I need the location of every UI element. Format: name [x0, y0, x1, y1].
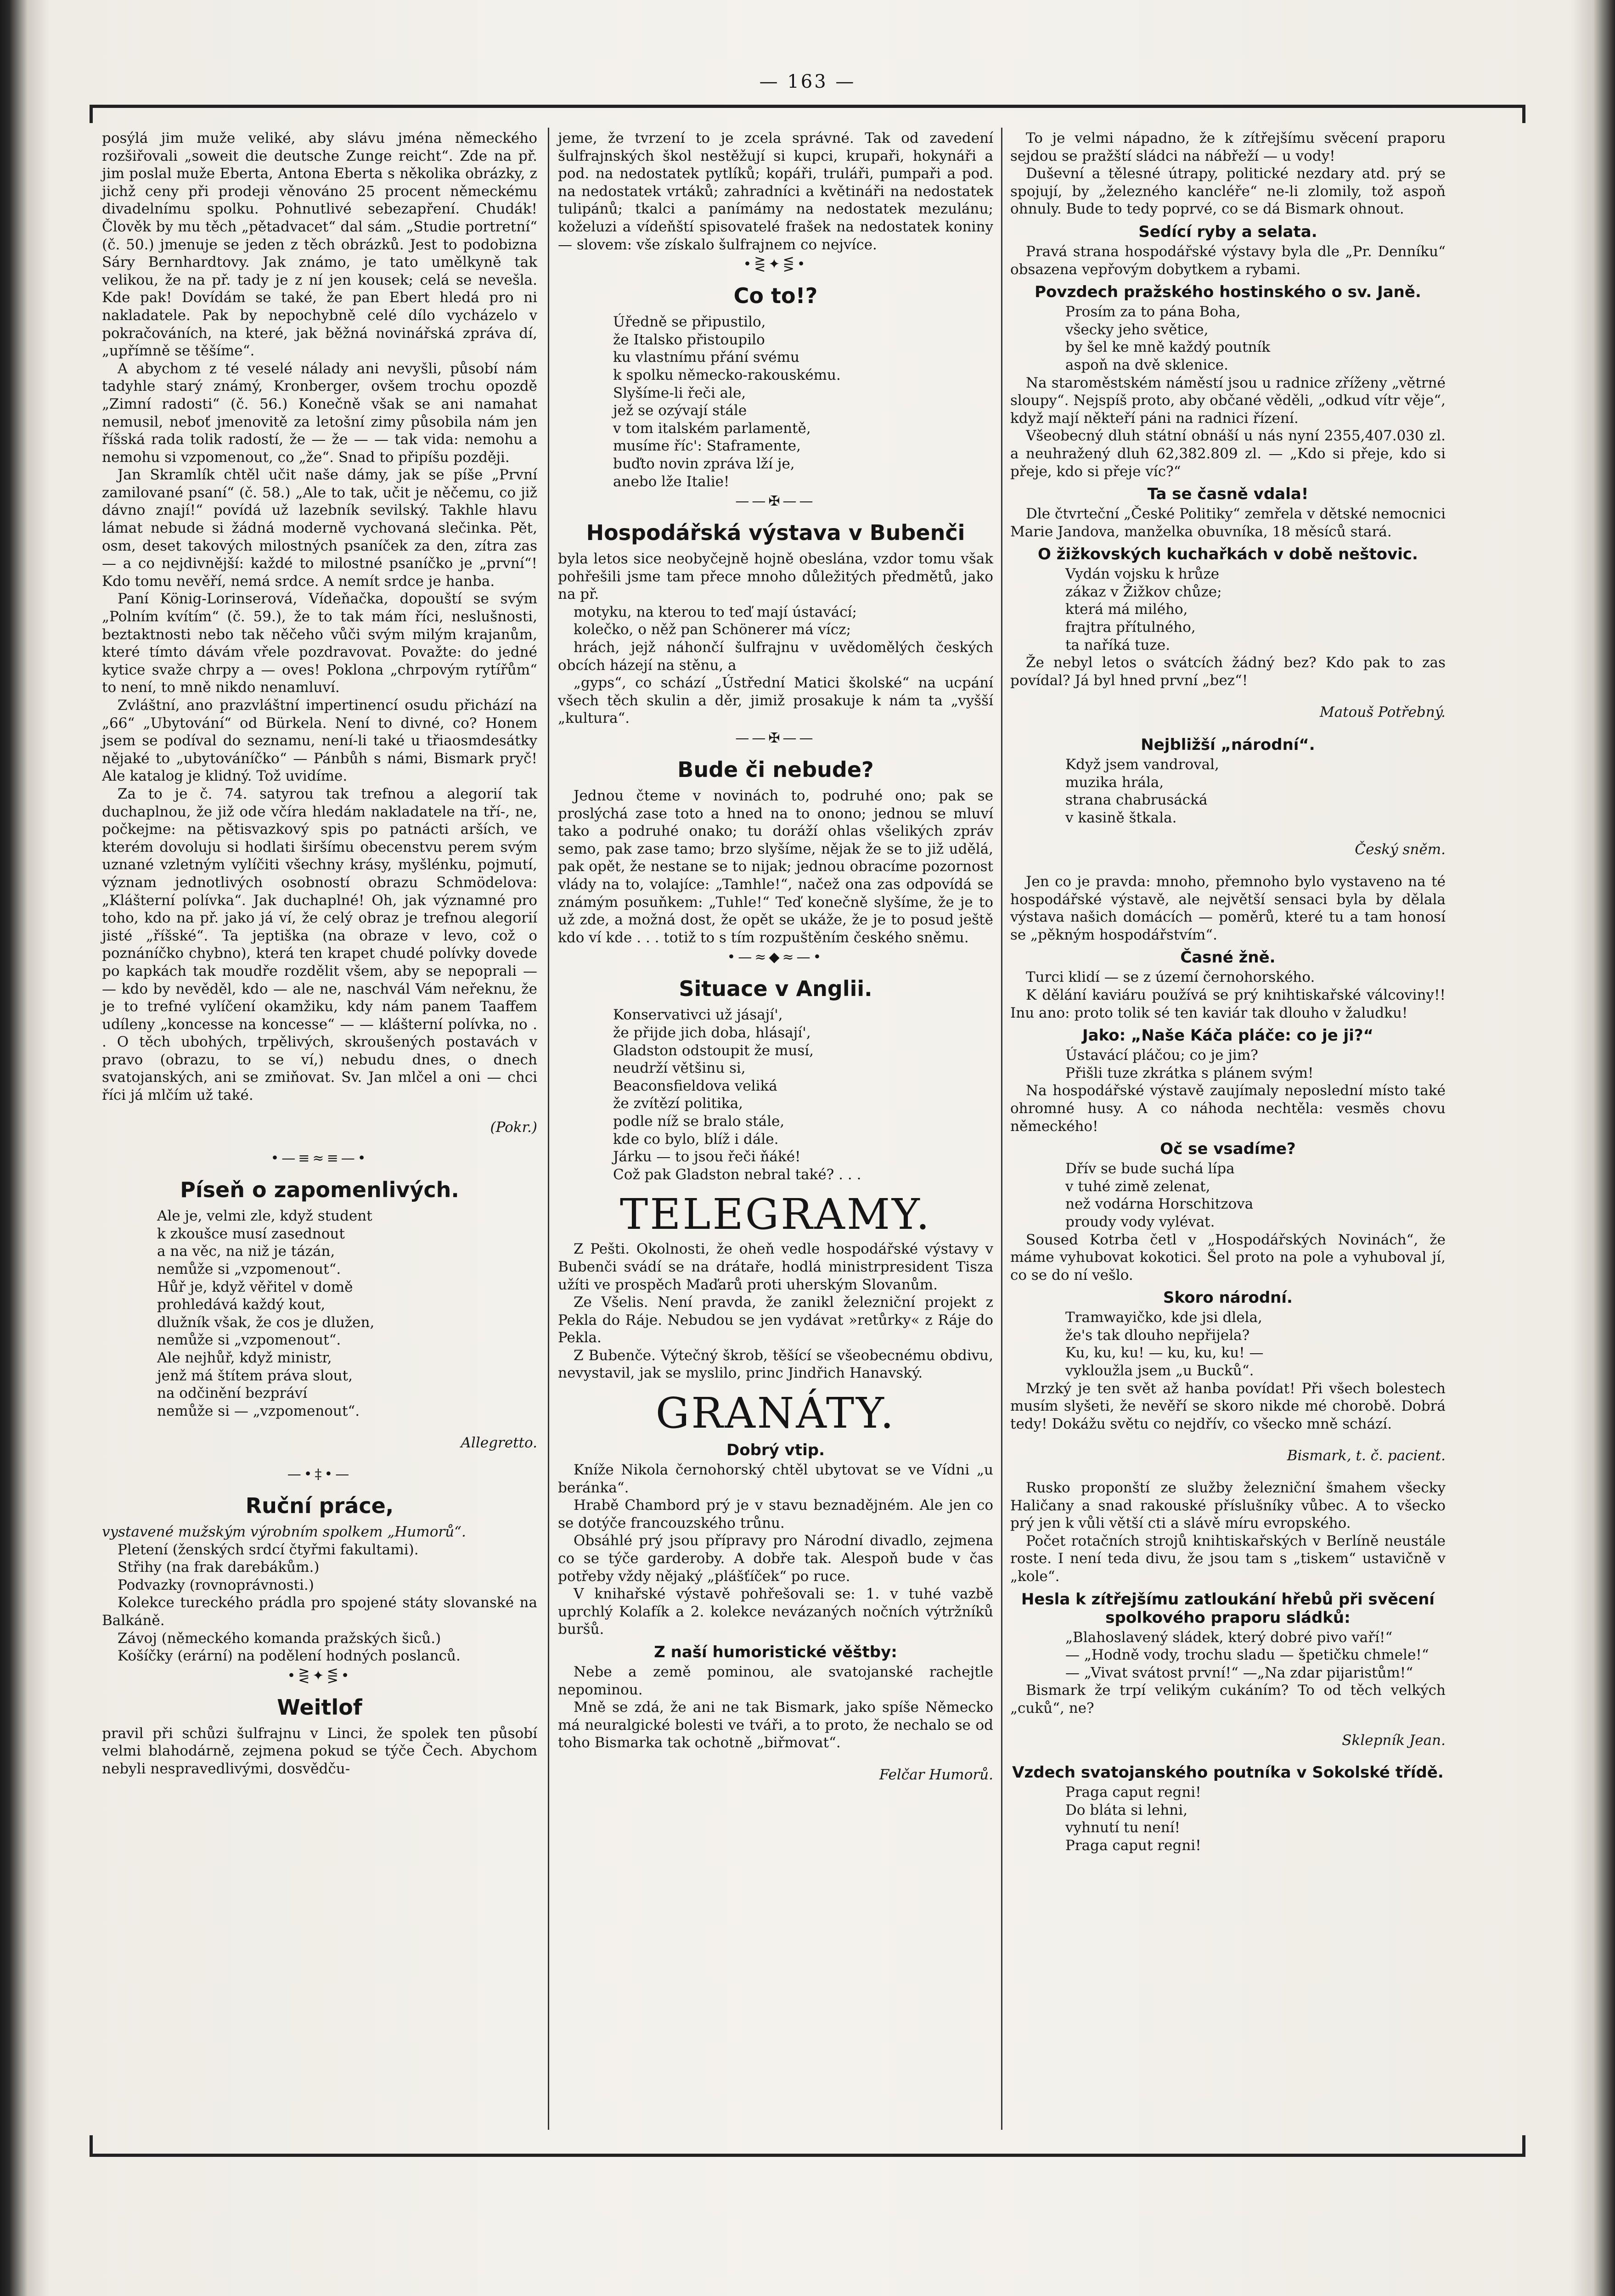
ornament-divider: •—≡≈≡—• — [270, 1150, 369, 1167]
verse-line: „Blahoslavený sládek, který dobré pivo vaří!“ — [1065, 1629, 1393, 1646]
headline: Co to!? — [733, 283, 818, 309]
article-text: Kníže Nikola černohorský chtěl ubytovat se ve Vídni „u beránka“. — [558, 1462, 993, 1496]
article-text: Rusko proponští ze služby železniční šmahem všecky Haličany a snad rakouské příslušníky vůbec. A to všecko prý jen k vůli větší cti a slávě míru evropského. — [1010, 1480, 1446, 1532]
poem — [1010, 1309, 1446, 1379]
verse-line: že zvítězí politika, — [613, 1095, 743, 1112]
list-item: Závoj (německého komanda pražských šiců.) — [118, 1630, 441, 1647]
article-text: Že nebyl letos o svátcích žádný bez? Kdo pak to zas povídal? Já byl hned první „bez“! — [1010, 654, 1446, 689]
frame-bottom-border — [90, 2154, 1525, 2157]
article-text: V knihařské výstavě pohřešovali se: 1. v tuhé vazbě uprchlý Kolafík a 2. kolekce nevázaných nočních výtržníků buršů. — [558, 1586, 993, 1638]
verse-line: vykloužla jsem „u Bucků“. — [1065, 1362, 1254, 1379]
signature: Felčar Humorů. — [879, 1766, 993, 1783]
verse-line: by šel ke mně každý poutník — [1065, 339, 1271, 356]
verse-line: anebo lže Italie! — [613, 473, 730, 490]
telegram: Z Bubenče. Výtečný škrob, těšící se všeobecnému obdivu, nevystavil, jak se myslilo, princ Jindřich Hanavský. — [558, 1347, 993, 1382]
subheadline: Sedící ryby a selata. — [1138, 222, 1317, 241]
subheadline: Hesla k zítřejšímu zatloukání hřebů při svěcení spolkového praporu sládků: — [1021, 1590, 1435, 1627]
verse-line: Vydán vojsku k hrůze — [1065, 566, 1220, 583]
article-text: Obsáhlé prý jsou přípravy pro Národní divadlo, zejmena co se týče garderoby. A dobře tak. Alespoň bude v čas potřeby vždy nějaký „plášťíček“ po ruce. — [558, 1532, 993, 1585]
subheadline: Povzdech pražského hostinského o sv. Janě. — [1035, 283, 1421, 302]
verse-line: Ku, ku, ku! — ku, ku, ku! — — [1065, 1345, 1264, 1362]
headline: Situace v Anglii. — [679, 976, 872, 1002]
signature: Bismark, t. č. pacient. — [1287, 1447, 1446, 1464]
frame-top-border — [90, 105, 1525, 108]
ornament-divider: ——✠—— — [735, 493, 816, 510]
list-item: „gyps“, co schází „Ústřední Matici školské“ na ucpání všech těch skulin a děr, jimiž prosakuje k nám ta „vyšší „kultura“. — [558, 675, 993, 727]
verse-line: Konservativci už jásají', — [613, 1007, 783, 1024]
telegram: Ze Všelis. Není pravda, že zanikl železniční projekt z Pekla do Ráje. Nebudou se jen vydávat »retůrky« z Ráje do Pekla. — [558, 1294, 993, 1346]
article-text: Paní König-Lorinserová, Vídeňačka, dopouští se svým „Polním kvítím“ (č. 59.), že to tak mám říci, neslušnosti, beztaktnosti nebo tak něčeho vůči svým milým krajanům, které tímto dávám vřele pozdravovat. Považte: do jedné kytice svaže chrpy a — oves! Poklona „chrpovým rytířům“ to není, to mně nikdo nenamluví. — [102, 591, 537, 696]
subheadline: vystavené mužským výrobním spolkem „Humorů“. — [102, 1523, 466, 1540]
verse-line: v tuhé zimě zelenat, — [1065, 1178, 1210, 1195]
verse-line: — „Vivat svátost první!“ —„Na zdar pijaristům!“ — [1065, 1664, 1413, 1681]
list-item: Košíčky (erární) na podělení hodných poslanců. — [118, 1648, 461, 1665]
verse-line: Járku — to jsou řeči ňáké! — [613, 1148, 801, 1165]
list — [102, 1541, 537, 1665]
column-divider-2 — [1001, 128, 1002, 2130]
column-1 — [102, 129, 537, 1778]
section-title: TELEGRAMY. — [619, 1190, 932, 1239]
verse-line: zákaz v Žižkov chůze; — [1065, 583, 1222, 600]
verse-line: musíme říc': Staframente, — [613, 438, 801, 455]
verse-line: prohledává každý kout, — [157, 1296, 326, 1313]
article-text: Na staroměstském náměstí jsou u radnice zříženy „větrné sloupy“. Nejspíš proto, aby občané věděli, „odkud vítr věje“, když mají někteří páni na radnici řízení. — [1010, 374, 1446, 427]
poem — [1010, 1160, 1446, 1231]
verse-line: která má milého, — [1065, 601, 1188, 618]
verse-line: Hůř je, když věřitel v domě — [157, 1278, 353, 1295]
article-text: Jen co je pravda: mnoho, přemnoho bylo vystaveno na té hospodářské výstavě, ale největší sensaci byla by dělala výstava našich domácích — poměrů, které tu a tam honosí se „pěkným hospodářstvím“. — [1010, 873, 1446, 943]
article-text: jeme, že tvrzení to je zcela správné. Tak od zavedení šulfrajnských škol nestěžují si kupci, krupaři, hokynáři a pod. na nedostatek pytlíků; kopáři, truláři, pumpaři a pod. na nedostatek vrtáků; zahradníci a květináři na nedostatek tulipánů; tkalci a panímámy na nedostatek mezulánu; koželuzi a vídeňští spisovatelé frašek na nedostatek koniny — slovem: vše získalo šulfrajnem co nejvíce. — [558, 130, 993, 253]
signature: Sklepník Jean. — [1342, 1732, 1446, 1749]
verse-line: Do bláta si lehni, — [1065, 1801, 1188, 1818]
article-text: Na hospodářské výstavě zaujímaly neposlední místo také ohromné husy. A co náhoda nechtěla: vesměs chovu německého! — [1010, 1082, 1446, 1135]
verse-line: Což pak Gladston nebral také? . . . — [613, 1166, 861, 1183]
article-text: Bismark že trpí velikým cukáním? To od těch velkých „cuků“, ne? — [1010, 1682, 1446, 1716]
article-text: byla letos sice neobyčejně hojně obeslána, vzdor tomu však pohřešili jsme tam přece mnoho důležitých předmětů, jako na př. — [558, 551, 993, 603]
verse-line: Ale nejhůř, když ministr, — [157, 1350, 332, 1366]
article-text: A abychom z té veselé nálady ani nevyšli, působí nám tadyhle starý známý, Kronberger, ovšem trochu opozdě „Zimní radosti“ (č. 56.) Konečně však se ani namahat nemusil, neboť jmenovitě za letošní zimy působila nám jen říšská rada tolik radostí, že — že — — tak vida: nemohu a nemohu si vzpomenout, co „že“. Snad to připíšu později. — [102, 360, 537, 466]
list-item: Podvazky (rovnoprávnosti.) — [118, 1576, 314, 1593]
headline: Hospodářská výstava v Bubenči — [586, 520, 965, 546]
article-text: Dle čtvrteční „České Politiky“ zemřela v dětské nemocnici Marie Jandova, manželka obuvníka, 18 měsíců stará. — [1010, 506, 1446, 540]
signature: (Pokr.) — [490, 1119, 537, 1136]
verse-line: nemůže si „vzpomenout“. — [157, 1332, 341, 1349]
list-item: Střihy (na frak darebákům.) — [118, 1559, 320, 1576]
verse-line: než vodárna Horschitzova — [1065, 1196, 1254, 1213]
signature: Matouš Potřebný. — [1319, 704, 1446, 721]
article-text: Jednou čteme v novinách to, podruhé ono; pak se proslýchá zase toto a hned na to onono; jednou se mluví tako a podruhé onako; tu doráží ohlas všelikých zpráv semo, pak zase tamo; brzo slyšíme, nějak že se to již udělá, pak opět, že nestane se to nijak; jednou obracíme pozornost vlády na to, volajíce: „Tamhle!“, načež ona zas odpovídá se známým posuňkem: „Tuhle!“ Teď konečně slyšíme, že je to už zde, a možná dost, že opět se ukáže, že je to posud ještě kdo ví kde . . . totiž to s tím rozpuštěním českého sněmu. — [558, 788, 993, 946]
subheadline: Ta se časně vdala! — [1147, 485, 1309, 504]
poem — [558, 313, 993, 490]
poem — [1010, 1784, 1446, 1854]
list-item: kolečko, o něž pan Schönerer má vícz; — [574, 621, 851, 638]
article-text: Mrzký je ten svět až hanba povídat! Při všech bolestech musím slyšeti, že nevěří se skoro nikde mé chorobě. Dobrá tedy! Dokážu světu co nejdřív, co všecko mně schází. — [1010, 1380, 1446, 1432]
column-divider-1 — [548, 128, 549, 2130]
verse-line: muzika hrála, — [1065, 774, 1164, 791]
verse-line: Ale je, velmi zle, když student — [157, 1208, 372, 1225]
verse-line: jenž má štítem práva slout, — [157, 1367, 353, 1384]
verse-line: Beaconsfieldova veliká — [613, 1077, 777, 1094]
section-title: GRANÁTY. — [655, 1389, 896, 1438]
subheadline: Oč se vsadíme? — [1160, 1140, 1296, 1159]
ornament-divider: —•‡•— — [287, 1466, 352, 1482]
verse-line: v tom italském parlamentě, — [613, 420, 811, 437]
ornament-divider: •⋛✦⋚• — [287, 1667, 352, 1684]
poem — [1010, 565, 1446, 654]
poem — [1010, 1629, 1446, 1682]
article-text: Duševní a tělesné útrapy, politické nezdary atd. prý se spojují, by „železného kancléře“ ne-li zlomily, tož aspoň ohnuly. Bude to tedy poprvé, co se dá Bismark ohnout. — [1010, 165, 1446, 218]
article-text: posýlá jim muže veliké, aby slávu jména německého rozšiřovali „soweit die deutsche Zunge reicht“. Zde na př. jim poslal muže Eberta, Antona Eberta s několika obrázky, z jichž ceny při prodeji věnováno 25 procent německému divadelnímu spolku. Pohnutlivé sebezapření. Chudák! Člověk by mu těch „pětadvacet“ dal sám. „Studie portretní“ (č. 50.) jmenuje se jeden z těch obrázků. Jest to podobizna Sáry Bernhardtovy. Jak známo, je tato umělkyně tak velikou, že na př. tady je z ní jen kousek; celá se nevešla. Kde pak! Dovídám se také, že pan Ebert hledá pro ni nakladatele. Pak by nepochybně celé dílo vycházelo v pokračováních, na které, jak běžná novinářská zpráva dí, „upřímně se těšíme“. — [102, 130, 537, 360]
list-item: Kolekce tureckého prádla pro spojené státy slovanské na Balkáně. — [102, 1594, 537, 1629]
verse-line: Slyšíme-li řeči ale, — [613, 384, 746, 401]
subheadline: Dobrý vtip. — [726, 1441, 825, 1460]
article-text: Pravá strana hospodářské výstavy byla dle „Pr. Denníku“ obsazena vepřovým dobytkem a rybami. — [1010, 243, 1446, 278]
poem — [1010, 756, 1446, 827]
verse-line: a na věc, na niž je tázán, — [157, 1243, 335, 1260]
verse-line: na odčinění bezpráví — [157, 1385, 308, 1402]
ornament-divider: ——✠—— — [735, 730, 816, 747]
verse-line: jež se ozývají stále — [613, 402, 747, 419]
headline: Ruční práce, — [245, 1493, 394, 1518]
verse-line: nemůže si „vzpomenout“. — [157, 1261, 341, 1278]
headline: Weitlof — [277, 1694, 362, 1720]
subheadline: O žižkovských kuchařkách v době neštovic. — [1038, 545, 1418, 564]
verse-line: aspoň na dvě sklenice. — [1065, 356, 1228, 373]
signature: Allegretto. — [461, 1435, 537, 1452]
verse-line: kde co bylo, blíž i dále. — [613, 1131, 779, 1148]
verse-line: nemůže si — „vzpomenout“. — [157, 1402, 360, 1419]
article-text: Počet rotačních strojů knihtiskařských v Berlíně neustále roste. I není teda divu, že jsou tam s „tiskem“ ustavičně v „kole“. — [1010, 1532, 1446, 1585]
article-text: Všeobecný dluh státní obnáší u nás nyní 2355,407.030 zl. a neuhražený dluh 62,382.809 zl. — „Kdo si přeje, kdo si přeje, kdo si přeje víc?“ — [1010, 428, 1446, 480]
column-2 — [558, 129, 993, 1798]
list-item: Pletení (ženských srdcí čtyřmi fakultami). — [118, 1541, 419, 1558]
verse-line: frajtra přítulného, — [1065, 619, 1196, 636]
verse-line: podle níž se bralo stále, — [613, 1113, 785, 1130]
subheadline: Nejbližší „národní“. — [1141, 736, 1315, 754]
article-text: Turci klidí — se z území černohorského. — [1026, 969, 1315, 986]
subheadline: Vzdech svatojanského poutníka v Sokolské třídě. — [1012, 1763, 1444, 1782]
verse-line: Úředně se připustilo, — [613, 314, 766, 331]
verse-line: vyhnutí tu není! — [1065, 1819, 1181, 1836]
article-text: Nebe a země pominou, ale svatojanské rachejtle nepominou. — [558, 1664, 993, 1698]
poem — [1010, 303, 1446, 374]
subheadline: Časné žně. — [1180, 948, 1276, 967]
verse-line: neudrží většinu si, — [613, 1060, 746, 1077]
signature: Český sněm. — [1355, 841, 1446, 858]
column-3 — [1010, 129, 1446, 1855]
ornament-divider: •—≈◆≈—• — [727, 949, 824, 966]
subheadline: Jako: „Naše Káča pláče: co je ji?“ — [1082, 1026, 1374, 1045]
verse-line: v kasině štkala. — [1065, 809, 1177, 826]
verse-line: Přišli tuze zkrátka s plánem svým! — [1065, 1064, 1314, 1081]
verse-line: že Italsko přistoupilo — [613, 331, 765, 348]
verse-line: ku vlastnímu přání svému — [613, 349, 799, 366]
verse-line: proudy vody vylévat. — [1065, 1213, 1215, 1230]
subheadline: Z naší humoristické věštby: — [654, 1643, 897, 1661]
list-item: motyku, na kterou to teď mají ústavácí; — [574, 603, 857, 620]
telegram: Z Pešti. Okolnosti, že oheň vedle hospodářské výstavy v Bubenči svádí se na drátaře, hodlá ministrpresident Tisza užíti ve prospěch Maďarů proti uherským Slovanům. — [558, 1241, 993, 1293]
poem — [1010, 1047, 1446, 1082]
article-text: K dělání kaviáru používá se prý knihtiskařské válcoviny!! Inu ano: proto tolik sé ten kaviár tak dlouho v žaludku! — [1010, 986, 1446, 1021]
verse-line: Ústavácí pláčou; co je jim? — [1065, 1047, 1258, 1064]
verse-line: Praga caput regni! — [1065, 1784, 1201, 1801]
verse-line: Tramwayičko, kde jsi dlela, — [1065, 1309, 1262, 1326]
headline: Bude či nebude? — [677, 757, 874, 782]
article-text: Jan Skramlík chtěl učit naše dámy, jak se píše „První zamilované psaní“ (č. 58.) „Ale to tak, učit je něčemu, co již dávno znají!“ povídá už lazebník sevilský. Takhle hlavu lámat nebude si žádná moderně vychovaná slečinka. Pět, osm, deset takových milostných psaníček za den, zítra zas — a co nejdivnější: každé to milostné psaníčko je „první“! Kdo tomu nevěří, nemá srdce. A nemít srdce je hanba. — [102, 467, 537, 590]
list — [558, 603, 993, 727]
subheadline: Skoro národní. — [1163, 1289, 1293, 1307]
verse-line: k zkoušce musí zasednout — [157, 1225, 345, 1242]
verse-line: že's tak dlouho nepřijela? — [1065, 1327, 1250, 1344]
verse-line: k spolku německo-rakouskému. — [613, 366, 841, 383]
article-text: pravil při schůzi šulfrajnu v Linci, že spolek ten působí velmi blahodárně, zejmena pokud se týče Čech. Abychom nebyli nespravedlivými, dosvědču- — [102, 1725, 537, 1777]
article-text: Mně se zdá, že ani ne tak Bismark, jako spíše Německo má neuralgické bolesti ve tváři, a to proto, že nechalo se od toho Bismarka tak ochotně „biřmovat“. — [558, 1699, 993, 1751]
poem — [558, 1006, 993, 1183]
article-text: Zvláštní, ano prazvláštní impertinencí osudu přichází na „66“ „Ubytování“ od Bürkela. Není to divné, co? Honem jsem se podíval do seznamu, není-li také u třiaosmdesátky nějaké to „ubytováníčko“ — Pánbůh s námi, Bismark pryč! Ale katalog je klidný. Tož uvidíme. — [102, 697, 537, 785]
article-text: Soused Kotrba četl v „Hospodářských Novinách“, že máme vyhubovat kokotici. Šel proto na pole a vyhuboval jí, co se do ní vešlo. — [1010, 1231, 1446, 1283]
verse-line: Praga caput regni! — [1065, 1837, 1201, 1854]
verse-line: že přijde jich doba, hlásají', — [613, 1024, 811, 1041]
verse-line: všecky jeho světice, — [1065, 321, 1209, 338]
article-text: To je velmi nápadno, že k zítřejšímu svěcení praporu sejdou se pražští sládci na nábřeží — u vody! — [1010, 130, 1446, 164]
verse-line: strana chabrusácká — [1065, 792, 1208, 809]
verse-line: Dřív se bude suchá lípa — [1065, 1160, 1235, 1177]
page-number: — 163 — — [759, 71, 856, 92]
headline: Píseň o zapomenlivých. — [180, 1177, 459, 1203]
ornament-divider: •⋛✦⋚• — [743, 256, 808, 273]
verse-line: ta naříká tuze. — [1065, 636, 1170, 653]
article-text: Za to je č. 74. satyrou tak trefnou a alegorií tak duchaplnou, že již ode včíra hledám nakladatele na tří-, ne, počkejme: na pětisvazkový spis po patnácti arších, ve kterém dovoluju si hodlati širšímu obecenstvu perem svým uznané vzletným vylíčiti všechny krásy, myšlénku, pojmutí, význam jednotlivých osobností obrazu Schmödelova: „Klášterní polívka“. Jak duchaplné! Oh, jak významné pro toho, kdo na př. jako já ví, že celý obraz je trefnou alegorií jisté „říšské“. Ta jeptiška (na obraze v levo, což o poznáníčko chybno), která ten krapet chudé polívky dovede po kapkách tak moudře rozdělit všem, aby se nepoprali — — kdo by nevěděl, kdo — ale ne, naschvál Vám neřeknu, že je to trefné vylíčení okamžiku, kdy nám panem Taaffem udíleny „koncesse na koncesse“ — — klášterní polívka, no . . O těch ubohých, trpělivých, skroušených postavách v pravo (obrazu, to se ví,) nebudu dnes, o dnech svatojanských, ani se zmiňovat. Sv. Jan mlčel a oni — chci říci já mlčím už také. — [102, 785, 537, 1104]
verse-line: Když jsem vandroval, — [1065, 756, 1219, 773]
verse-line: dlužník však, že cos je dlužen, — [157, 1314, 375, 1331]
poem — [102, 1207, 537, 1420]
article-text: Hrabě Chambord prý je v stavu beznadějném. Ale jen co se dotýče francouzského trůnu. — [558, 1497, 993, 1531]
list-item: hrách, jejž náhončí šulfrajnu v uvědomělých českých obcích házejí na stěnu, a — [558, 639, 993, 674]
verse-line: — „Hodně vody, trochu sladu — špetičku chmele!“ — [1065, 1647, 1429, 1664]
verse-line: Prosím za to pána Boha, — [1065, 304, 1241, 321]
verse-line: Gladston odstoupit že musí, — [613, 1042, 814, 1059]
verse-line: buďto novin zpráva lží je, — [613, 455, 795, 472]
